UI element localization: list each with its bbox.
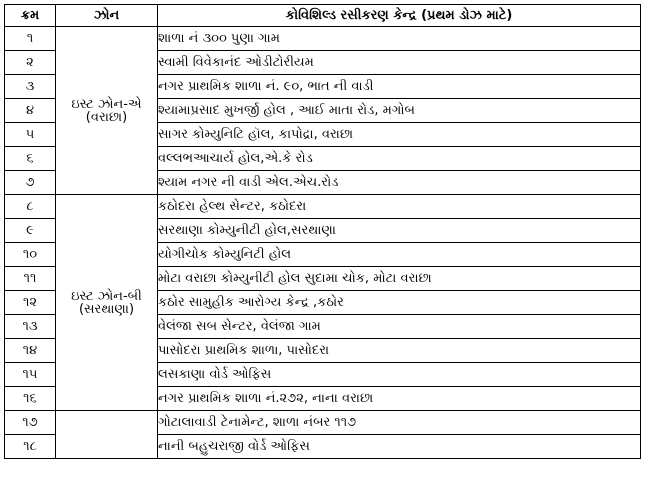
center-cell: સ્વામી વિવેકાનંદ ઓડીટોરીયમ bbox=[158, 51, 641, 75]
zone-cell-next bbox=[56, 411, 158, 459]
serial-cell: ૪ bbox=[5, 99, 56, 123]
vaccination-centers-table bbox=[4, 4, 641, 459]
serial-cell: ૧૪ bbox=[5, 339, 56, 363]
serial-cell: ૧૩ bbox=[5, 315, 56, 339]
header-center: કોવિશિલ્ડ રસીકરણ કેન્દ્ર (પ્રથમ ડોઝ માટે) bbox=[158, 5, 641, 27]
center-cell: લસકાણા વોર્ડ ઓફિસ bbox=[158, 363, 641, 387]
table-row bbox=[5, 411, 641, 435]
center-cell: કઠોદરા હેલ્થ સેન્ટર, કઠોદરા bbox=[158, 195, 641, 219]
serial-cell: ૫ bbox=[5, 123, 56, 147]
serial-cell: ૧૮ bbox=[5, 435, 56, 459]
zone-name: ઇસ્ટ ઝોન-બી bbox=[71, 288, 142, 304]
serial-cell: ૬ bbox=[5, 147, 56, 171]
center-cell: શાળા નં ૩૦૦ પુણા ગામ bbox=[158, 27, 641, 51]
zone-name: ઇસ્ટ ઝોન-એ bbox=[71, 96, 142, 112]
center-cell: નગર પ્રાથમિક શાળા નં. ૯૦, ભાત ની વાડી bbox=[158, 75, 641, 99]
table-row bbox=[5, 27, 641, 51]
zone-cell-east-a bbox=[56, 27, 158, 195]
zone-cell-east-b bbox=[56, 195, 158, 411]
center-cell: સરથાણા કોમ્યુનીટી હોલ,સરથાણા bbox=[158, 219, 641, 243]
table-row bbox=[5, 195, 641, 219]
center-cell: વેલંજા સબ સેન્ટર, વેલંજા ગામ bbox=[158, 315, 641, 339]
table-header-row bbox=[5, 5, 641, 27]
serial-cell: ૧૫ bbox=[5, 363, 56, 387]
center-cell: કઠોર સામુહીક આરોગ્ય કેન્દ્ર ,કઠોર bbox=[158, 291, 641, 315]
center-cell: પાસોદરા પ્રાથમિક શાળા, પાસોદરા bbox=[158, 339, 641, 363]
header-zone: ઝોન bbox=[56, 5, 158, 27]
center-cell: નાની બહુચરાજી વોર્ડ ઓફિસ bbox=[158, 435, 641, 459]
center-cell: વલ્લભઆચાર્ય હોલ,એ.કે રોડ bbox=[158, 147, 641, 171]
center-cell: મોટા વરાછા કોમ્યુનીટી હોલ સુદામા ચોક, મોટા વરાછા bbox=[158, 267, 641, 291]
center-cell: શ્યામાપ્રસાદ મુખર્જી હોલ , આઈ માતા રોડ, મગોબ bbox=[158, 99, 641, 123]
center-cell: યોગીચોક કોમ્યુનિટી હોલ bbox=[158, 243, 641, 267]
serial-cell: ૧૬ bbox=[5, 387, 56, 411]
serial-cell: ૧૭ bbox=[5, 411, 56, 435]
center-cell: નગર પ્રાથમિક શાળા નં.૨૭૨, નાના વરાછા bbox=[158, 387, 641, 411]
serial-cell: ૭ bbox=[5, 171, 56, 195]
serial-cell: ૧૨ bbox=[5, 291, 56, 315]
serial-cell: ૨ bbox=[5, 51, 56, 75]
serial-cell: ૧૧ bbox=[5, 267, 56, 291]
center-cell: સાગર કોમ્યુનિટિ હૉલ, કાપોદ્રા, વરાછા bbox=[158, 123, 641, 147]
serial-cell: ૧૦ bbox=[5, 243, 56, 267]
serial-cell: ૮ bbox=[5, 195, 56, 219]
header-serial: ક્રમ bbox=[5, 5, 56, 27]
center-cell: ગોટાલાવાડી ટેનામેન્ટ, શાળા નંબર ૧૧૭ bbox=[158, 411, 641, 435]
serial-cell: ૧ bbox=[5, 27, 56, 51]
center-cell: શ્યામ નગર ની વાડી એલ.એચ.રોડ bbox=[158, 171, 641, 195]
serial-cell: ૯ bbox=[5, 219, 56, 243]
serial-cell: ૩ bbox=[5, 75, 56, 99]
zone-area: (વરાછા) bbox=[85, 109, 128, 125]
zone-area: (સરથાણા) bbox=[78, 301, 135, 317]
